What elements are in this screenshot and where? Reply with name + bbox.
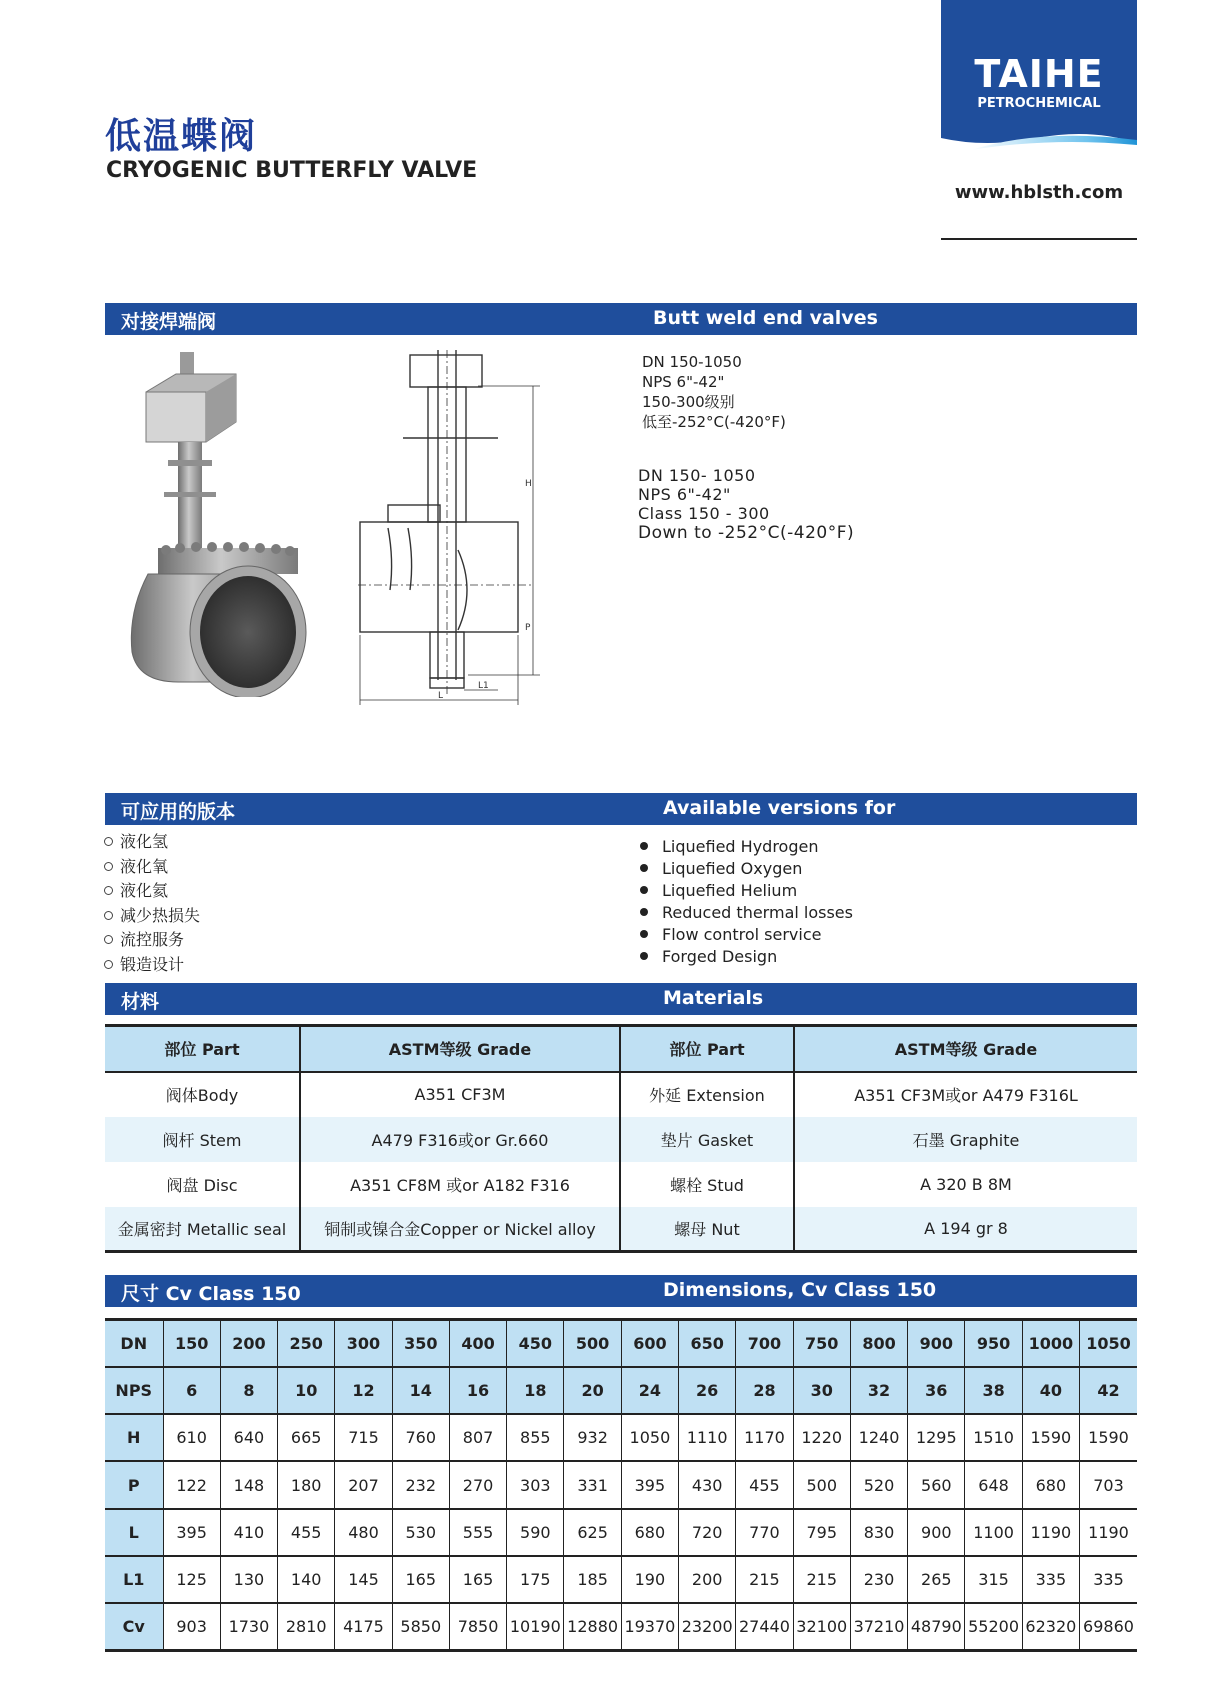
table-cell: 1050 [621, 1414, 678, 1461]
dim-label-l1: L1 [478, 681, 489, 691]
table-cell: 48790 [908, 1603, 965, 1650]
list-item: Liquefied Helium [640, 880, 853, 902]
table-cell: 900 [908, 1509, 965, 1556]
table-cell: 140 [278, 1556, 335, 1603]
table-cell: 10 [278, 1367, 335, 1414]
bullet-icon [640, 864, 648, 872]
table-cell: 1240 [850, 1414, 907, 1461]
table-cell: 700 [736, 1320, 793, 1367]
table-cell: 230 [850, 1556, 907, 1603]
table-cell: 1000 [1022, 1320, 1079, 1367]
section-title-en: Materials [663, 987, 764, 1009]
table-cell: 7850 [449, 1603, 506, 1650]
list-item: Forged Design [640, 946, 853, 968]
table-cell: 648 [965, 1461, 1022, 1508]
table-cell: 1590 [1080, 1414, 1138, 1461]
table-cell: 903 [163, 1603, 220, 1650]
table-cell: 28 [736, 1367, 793, 1414]
table-cell: 1730 [220, 1603, 277, 1650]
table-cell: 560 [908, 1461, 965, 1508]
row-label: L [105, 1509, 163, 1556]
spec-line: 低至-252°C(-420°F) [642, 413, 786, 431]
table-cell: 10190 [507, 1603, 564, 1650]
table-cell: 665 [278, 1414, 335, 1461]
table-cell: 37210 [850, 1603, 907, 1650]
specs-cn [642, 352, 786, 432]
table-row [105, 1207, 1137, 1252]
table-cell: 455 [278, 1509, 335, 1556]
table-cell: 12 [335, 1367, 392, 1414]
table-cell: 20 [564, 1367, 621, 1414]
table-cell: 垫片 Gasket [620, 1117, 794, 1162]
table-cell: 640 [220, 1414, 277, 1461]
page-title-cn: 低温蝶阀 [105, 116, 258, 157]
table-cell: 300 [335, 1320, 392, 1367]
table-cell: 1220 [793, 1414, 850, 1461]
table-cell: 455 [736, 1461, 793, 1508]
table-row [105, 1603, 1137, 1650]
table-cell: 18 [507, 1367, 564, 1414]
table-cell: 200 [679, 1556, 736, 1603]
row-label: Cv [105, 1603, 163, 1650]
table-cell: 680 [1022, 1461, 1079, 1508]
table-cell: 36 [908, 1367, 965, 1414]
table-cell: 625 [564, 1509, 621, 1556]
table-cell: 335 [1022, 1556, 1079, 1603]
table-row [105, 1367, 1137, 1414]
table-cell: 795 [793, 1509, 850, 1556]
versions-list-en [640, 836, 853, 968]
table-cell: 520 [850, 1461, 907, 1508]
specs-en [638, 466, 854, 544]
valve-photo [118, 352, 338, 697]
table-cell: 1050 [1080, 1320, 1138, 1367]
bullet-icon [640, 930, 648, 938]
table-cell: 600 [621, 1320, 678, 1367]
table-cell: 185 [564, 1556, 621, 1603]
table-cell: 螺栓 Stud [620, 1162, 794, 1207]
table-cell: 32 [850, 1367, 907, 1414]
section-title-en: Dimensions, Cv Class 150 [663, 1279, 937, 1301]
table-cell: 265 [908, 1556, 965, 1603]
table-cell: 750 [793, 1320, 850, 1367]
table-cell: 830 [850, 1509, 907, 1556]
logo-subtitle: PETROCHEMICAL [977, 96, 1101, 111]
table-cell: 250 [278, 1320, 335, 1367]
list-item: 流控服务 [104, 928, 200, 953]
table-cell: 480 [335, 1509, 392, 1556]
table-cell: 148 [220, 1461, 277, 1508]
table-cell: 590 [507, 1509, 564, 1556]
dim-label-l: L [438, 691, 444, 701]
table-cell: 金属密封 Metallic seal [105, 1207, 300, 1252]
table-cell: 1110 [679, 1414, 736, 1461]
table-cell: 215 [736, 1556, 793, 1603]
list-item: Liquefied Hydrogen [640, 836, 853, 858]
table-row [105, 1461, 1137, 1508]
table-cell: 215 [793, 1556, 850, 1603]
table-cell: 23200 [679, 1603, 736, 1650]
versions-list-cn [104, 830, 200, 978]
table-cell: 175 [507, 1556, 564, 1603]
table-cell: 720 [679, 1509, 736, 1556]
table-cell: 932 [564, 1414, 621, 1461]
table-cell: 430 [679, 1461, 736, 1508]
table-cell: 232 [392, 1461, 449, 1508]
circle-bullet-icon [104, 960, 113, 969]
table-cell: 190 [621, 1556, 678, 1603]
spec-line: NPS 6"-42" [642, 373, 725, 391]
table-cell: 650 [679, 1320, 736, 1367]
table-cell: A479 F316或or Gr.660 [300, 1117, 620, 1162]
table-cell: 165 [449, 1556, 506, 1603]
table-cell: 6 [163, 1367, 220, 1414]
spec-line: Class 150 - 300 [638, 504, 770, 523]
table-cell: 703 [1080, 1461, 1138, 1508]
section-title-en: Butt weld end valves [653, 307, 878, 329]
table-cell: 1190 [1022, 1509, 1079, 1556]
table-cell: 335 [1080, 1556, 1138, 1603]
table-row [105, 1117, 1137, 1162]
table-cell: A351 CF3M或or A479 F316L [794, 1072, 1137, 1117]
spec-line: Down to -252°C(-420°F) [638, 523, 855, 543]
table-cell: 62320 [1022, 1603, 1079, 1650]
row-label: DN [105, 1320, 163, 1367]
section-bar-versions [105, 793, 1137, 825]
list-item: Flow control service [640, 924, 853, 946]
table-cell: 207 [335, 1461, 392, 1508]
section-bar-materials [105, 983, 1137, 1015]
table-cell: 14 [392, 1367, 449, 1414]
table-cell: 石墨 Graphite [794, 1117, 1137, 1162]
table-cell: 外延 Extension [620, 1072, 794, 1117]
table-row [105, 1320, 1137, 1367]
table-cell: 950 [965, 1320, 1022, 1367]
circle-bullet-icon [104, 886, 113, 895]
table-cell: 1170 [736, 1414, 793, 1461]
table-cell: 500 [564, 1320, 621, 1367]
table-cell: 19370 [621, 1603, 678, 1650]
table-cell: 770 [736, 1509, 793, 1556]
spec-line: DN 150-1050 [642, 353, 742, 371]
table-cell: 180 [278, 1461, 335, 1508]
list-item: 液化氧 [104, 855, 200, 880]
table-cell: 1590 [1022, 1414, 1079, 1461]
website-link[interactable]: www.hblsth.com [954, 182, 1124, 203]
table-cell: 807 [449, 1414, 506, 1461]
table-cell: 450 [507, 1320, 564, 1367]
brand-logo [941, 0, 1137, 158]
row-label: L1 [105, 1556, 163, 1603]
list-item: 液化氦 [104, 879, 200, 904]
circle-bullet-icon [104, 837, 113, 846]
section-bar-dimensions [105, 1275, 1137, 1307]
row-label: NPS [105, 1367, 163, 1414]
table-cell: 395 [621, 1461, 678, 1508]
list-item: Liquefied Oxygen [640, 858, 853, 880]
circle-bullet-icon [104, 862, 113, 871]
bullet-icon [640, 842, 648, 850]
column-header: 部位 Part [105, 1026, 300, 1072]
logo-title: TAIHE [974, 52, 1104, 96]
dim-label-h: H [525, 479, 532, 489]
column-header: ASTM等级 Grade [794, 1026, 1137, 1072]
circle-bullet-icon [104, 935, 113, 944]
spec-line: 150-300级别 [642, 393, 735, 411]
table-cell: 12880 [564, 1603, 621, 1650]
spec-line: NPS 6"-42" [638, 485, 731, 504]
table-cell: 阀杆 Stem [105, 1117, 300, 1162]
table-cell: 130 [220, 1556, 277, 1603]
table-row [105, 1556, 1137, 1603]
page-title-en: CRYOGENIC BUTTERFLY VALVE [106, 158, 478, 183]
table-row [105, 1162, 1137, 1207]
table-cell: 阀体Body [165, 1086, 239, 1105]
table-cell: 530 [392, 1509, 449, 1556]
table-cell: 38 [965, 1367, 1022, 1414]
section-title-cn: 尺寸 Cv Class 150 [121, 1283, 301, 1305]
table-cell: 30 [793, 1367, 850, 1414]
table-cell: 145 [335, 1556, 392, 1603]
table-cell: 715 [335, 1414, 392, 1461]
column-header: ASTM等级 Grade [300, 1026, 620, 1072]
table-cell: 270 [449, 1461, 506, 1508]
table-cell: 500 [793, 1461, 850, 1508]
table-cell: 165 [392, 1556, 449, 1603]
table-cell: 阀盘 Disc [166, 1175, 238, 1195]
table-cell: 855 [507, 1414, 564, 1461]
table-cell: 1190 [1080, 1509, 1138, 1556]
row-label: P [105, 1461, 163, 1508]
table-row [105, 1414, 1137, 1461]
table-cell: 350 [392, 1320, 449, 1367]
bullet-icon [640, 952, 648, 960]
table-cell: 760 [392, 1414, 449, 1461]
table-cell: A 320 B 8M [794, 1162, 1137, 1207]
table-row [105, 1072, 1137, 1117]
table-cell: 4175 [335, 1603, 392, 1650]
table-cell: 27440 [736, 1603, 793, 1650]
divider [941, 238, 1137, 240]
table-row [105, 1509, 1137, 1556]
table-cell: 122 [163, 1461, 220, 1508]
table-cell: A351 CF3M [300, 1072, 620, 1117]
table-cell: 24 [621, 1367, 678, 1414]
bullet-icon [640, 908, 648, 916]
circle-bullet-icon [104, 911, 113, 920]
table-header-row [105, 1026, 1137, 1072]
table-cell: 铜制或镍合金Copper or Nickel alloy [300, 1207, 620, 1252]
table-cell: 16 [449, 1367, 506, 1414]
bullet-icon [640, 886, 648, 894]
section-title-cn: 材料 [121, 991, 160, 1013]
section-title-en: Available versions for [663, 797, 896, 819]
column-header: 部位 Part [620, 1026, 794, 1072]
table-cell: 800 [850, 1320, 907, 1367]
table-cell: A 194 gr 8 [794, 1207, 1137, 1252]
table-cell: 1100 [965, 1509, 1022, 1556]
table-cell: A351 CF8M 或or A182 F316 [300, 1162, 620, 1207]
section-bar-butt-weld [105, 303, 1137, 335]
dim-label-p: P [525, 623, 531, 633]
table-cell: 555 [449, 1509, 506, 1556]
table-cell: 410 [220, 1509, 277, 1556]
table-cell: 400 [449, 1320, 506, 1367]
list-item: 液化氢 [104, 830, 200, 855]
table-cell: 315 [965, 1556, 1022, 1603]
table-cell: 150 [163, 1320, 220, 1367]
table-cell: 125 [163, 1556, 220, 1603]
list-item: Reduced thermal losses [640, 902, 853, 924]
table-cell: 40 [1022, 1367, 1079, 1414]
dimensions-table [105, 1318, 1137, 1652]
valve-drawing [358, 350, 603, 770]
materials-table [105, 1024, 1137, 1253]
table-cell: 303 [507, 1461, 564, 1508]
table-cell: 610 [163, 1414, 220, 1461]
table-cell: 2810 [278, 1603, 335, 1650]
table-cell: 200 [220, 1320, 277, 1367]
list-item: 锻造设计 [104, 953, 200, 978]
table-cell: 螺母 Nut [620, 1207, 794, 1252]
table-cell: 42 [1080, 1367, 1138, 1414]
section-title-cn: 对接焊端阀 [121, 311, 217, 333]
row-label: H [105, 1414, 163, 1461]
table-cell: 331 [564, 1461, 621, 1508]
table-cell: 26 [679, 1367, 736, 1414]
table-cell: 1295 [908, 1414, 965, 1461]
table-cell: 55200 [965, 1603, 1022, 1650]
table-cell: 8 [220, 1367, 277, 1414]
table-cell: 680 [621, 1509, 678, 1556]
table-cell: 5850 [392, 1603, 449, 1650]
section-title-cn: 可应用的版本 [121, 801, 236, 823]
table-cell: 32100 [793, 1603, 850, 1650]
table-cell: 395 [163, 1509, 220, 1556]
list-item: 减少热损失 [104, 904, 200, 929]
spec-line: DN 150- 1050 [638, 466, 756, 485]
table-cell: 69860 [1080, 1603, 1138, 1650]
table-cell: 900 [908, 1320, 965, 1367]
table-cell: 1510 [965, 1414, 1022, 1461]
